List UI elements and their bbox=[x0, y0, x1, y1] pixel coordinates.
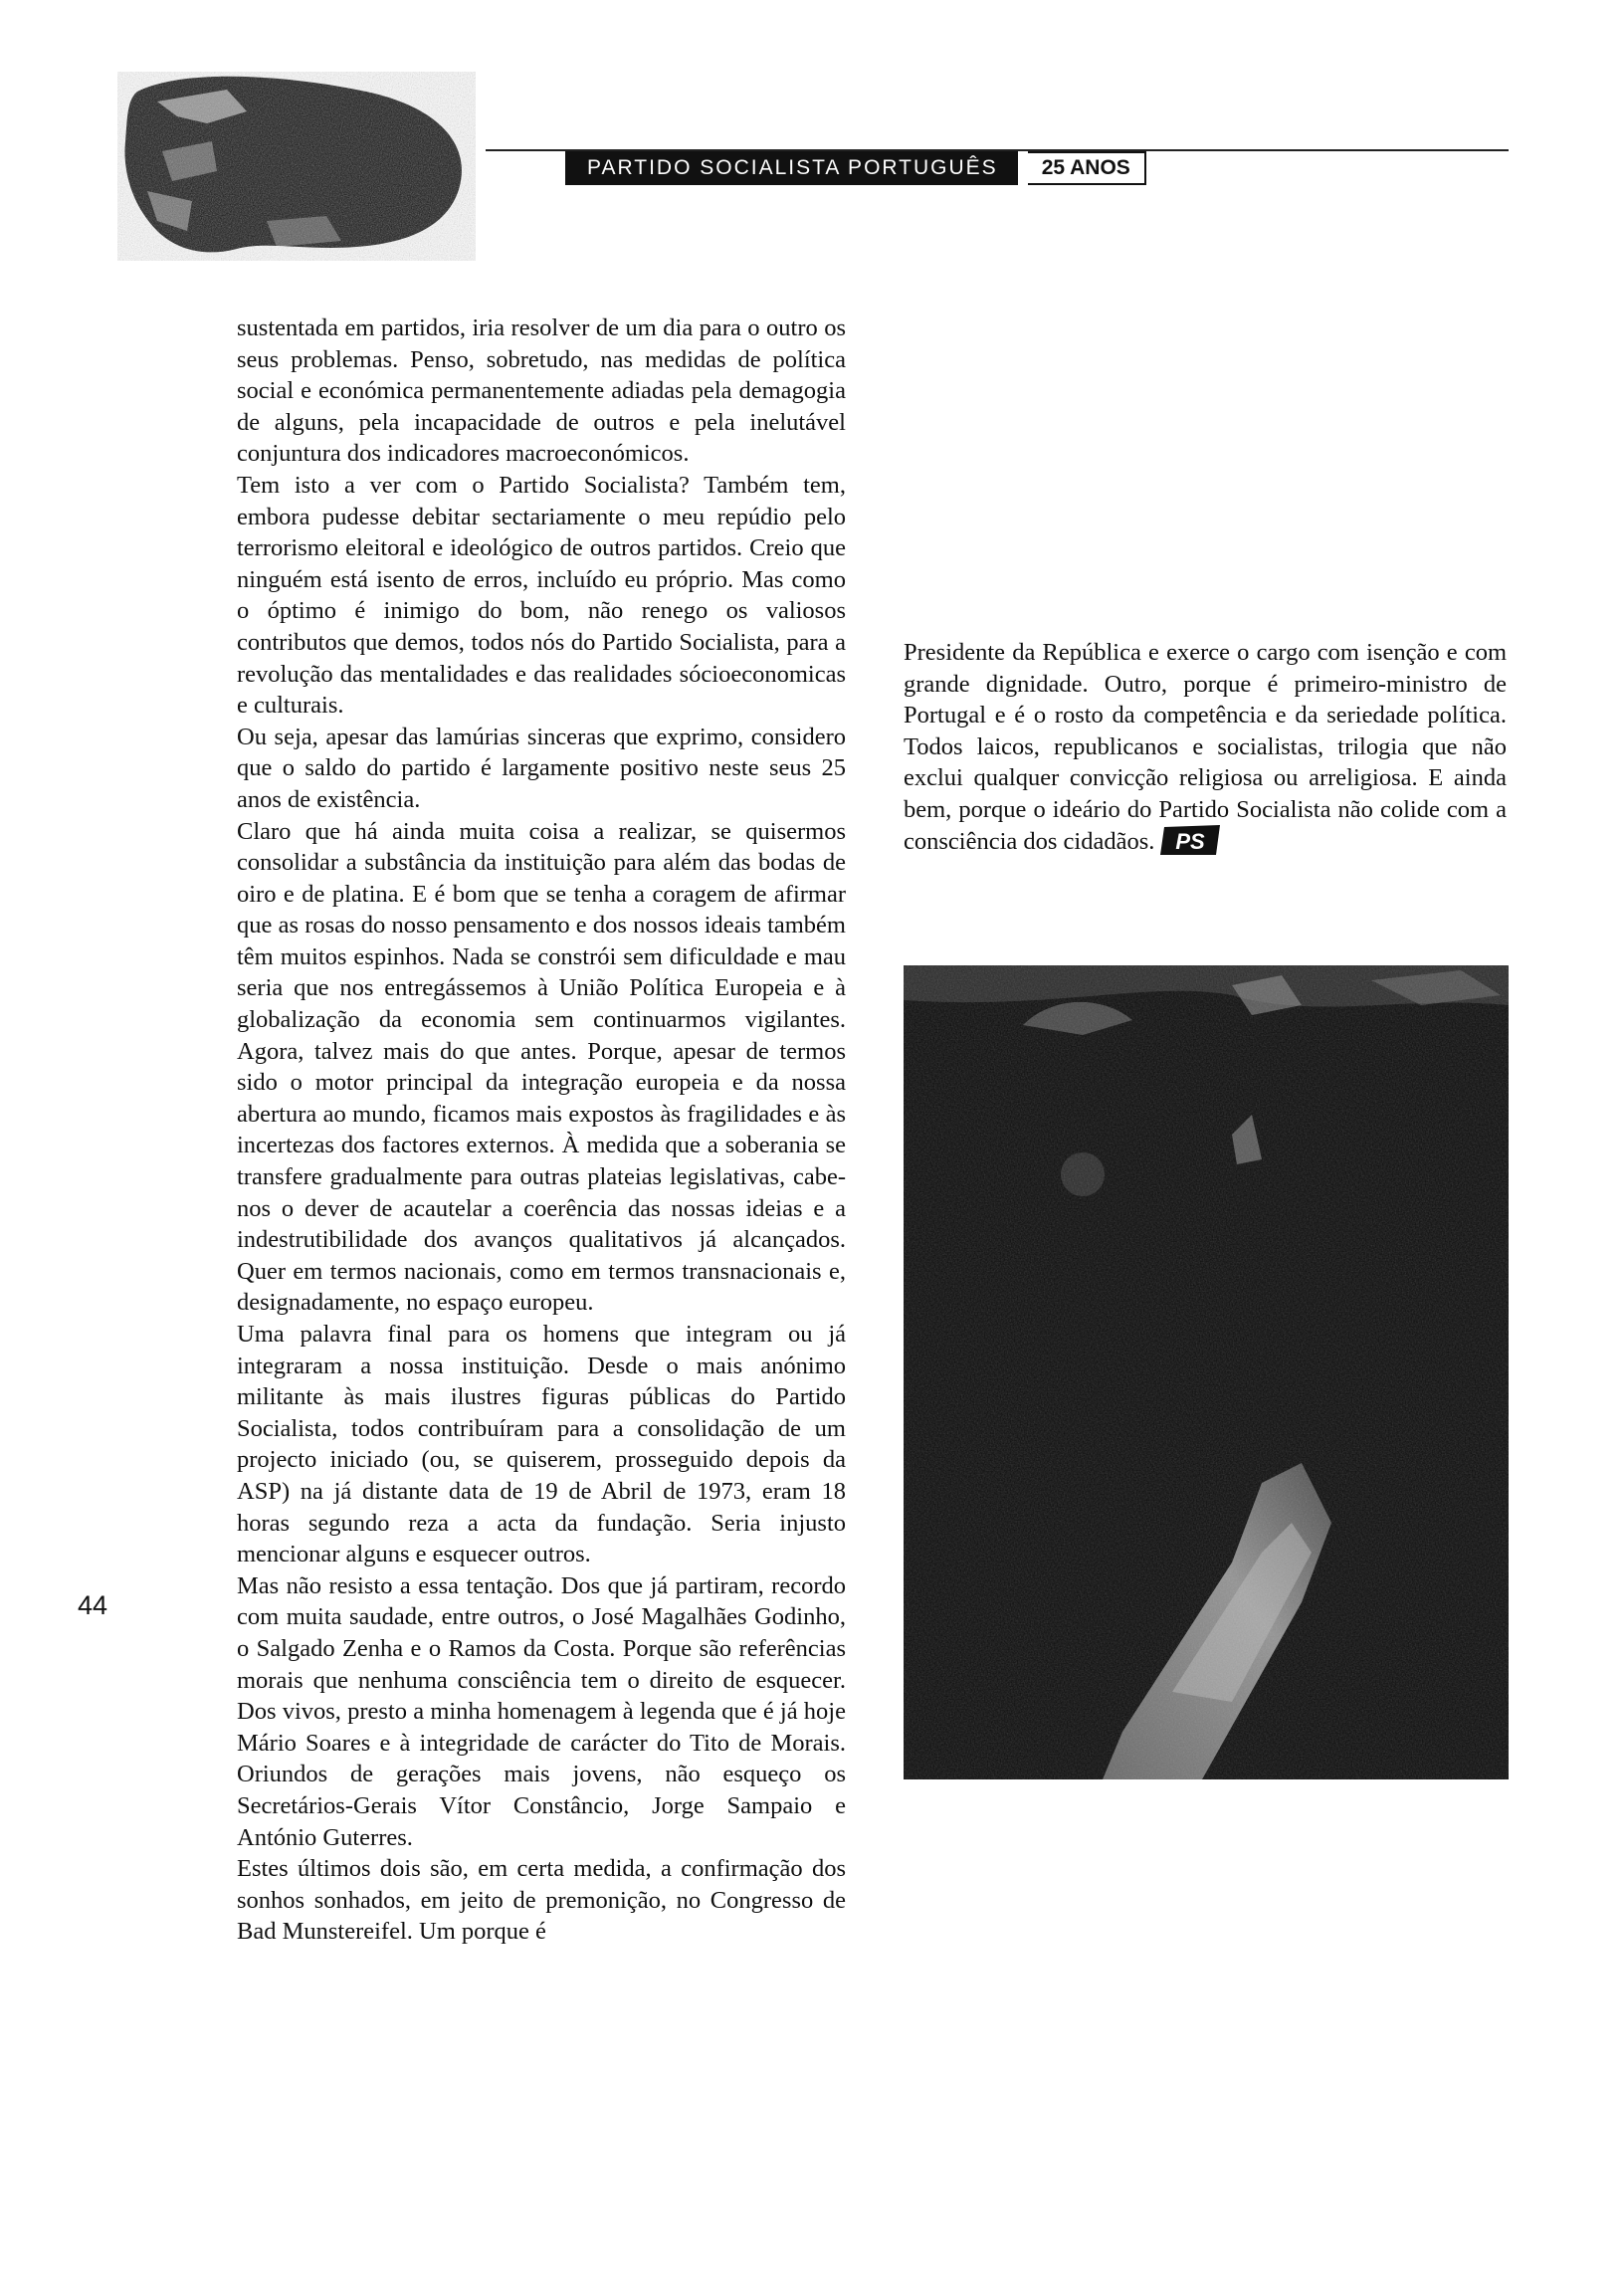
photo-dark-scene bbox=[904, 965, 1509, 1779]
ps-end-logo bbox=[1158, 823, 1222, 857]
article-column-right bbox=[904, 637, 1507, 860]
paragraph: Ou seja, apesar das lamúrias sinceras que exprimo, considero que o saldo do partido é largamente positivo neste seus 25 anos de existência. bbox=[237, 723, 846, 813]
page-number: 44 bbox=[78, 1590, 108, 1620]
article-column-left bbox=[237, 313, 846, 1948]
paragraph: Tem isto a ver com o Partido Socialista? Também tem, embora pudesse debitar sectariamente o meu repúdio pelo terrorismo eleitoral e ideológico de outros partidos. Creio que ninguém está isento de erros, incluído eu próprio. Mas como o óptimo é inimigo do bom, não renego os valiosos contributos que demos, todos nós do Partido Socialista, para a revolução das mentalidades e das realidades sócioeconomicas e culturais. bbox=[237, 471, 846, 720]
masthead-logo-blot bbox=[117, 72, 476, 261]
paragraph: Uma palavra final para os homens que integram ou já integraram a nossa instituição. Desde o mais anónimo militante às mais ilustres figuras públicas do Partido Socialista, todos contribuíram para a consolidação de um projecto iniciado (ou, se quiserem, prosseguido depois da ASP) na já distante data de 19 de Abril de 1973, eram 18 horas segundo reza a acta da fundação. Seria injusto mencionar alguns e esquecer outros. bbox=[237, 1321, 846, 1568]
paragraph: Estes últimos dois são, em certa medida, a confirmação dos sonhos sonhados, em jeito de premonição, no Congresso de Bad Munstereifel. Um porque é bbox=[237, 1855, 846, 1946]
paragraph: Mas não resisto a essa tentação. Dos que já partiram, recordo com muita saudade, entre outros, o José Magalhães Godinho, o Salgado Zenha e o Ramos da Costa. Porque são referências morais que nenhuma consciência tem o direito de esquecer. Dos vivos, presto a minha homenagem à legenda que é já hoje Mário Soares e à integridade de carácter do Tito de Morais. Oriundos de gerações mais jovens, não esqueço os Secretários-Gerais Vítor Constâncio, Jorge Sampaio e António Guterres. bbox=[237, 1571, 846, 1851]
ps-end-logo-text: PS bbox=[1175, 828, 1206, 854]
running-header bbox=[565, 151, 1146, 185]
header-party-label: PARTIDO SOCIALISTA PORTUGUÊS bbox=[565, 151, 1018, 185]
paragraph bbox=[904, 637, 1507, 860]
paragraph-text: Presidente da República e exerce o cargo com isenção e com grande dignidade. Outro, porque é primeiro-ministro de Portugal e é o rosto da competência e da seriedade política. Todos laicos, republicanos e socialistas, trilogia que não exclui qualquer convicção religiosa ou arreligiosa. E ainda bem, porque o ideário do Partido Socialista não colide com a consciência dos cidadãos. bbox=[904, 639, 1507, 855]
header-years-label: 25 ANOS bbox=[1028, 151, 1146, 185]
paragraph: Claro que há ainda muita coisa a realizar, se quisermos consolidar a substância da instituição para além das bodas de oiro e de platina. E é bom que se tenha a coragem de afirmar que as rosas do nosso pensamento e dos nossos ideais também têm muitos espinhos. Nada se constrói sem dificuldade e mau seria que nos entregássemos à União Política Europeia e à globalização da economia sem continuarmos vigilantes. Agora, talvez mais do que antes. Porque, apesar de termos sido o motor principal da integração europeia e da nossa abertura ao mundo, ficamos mais expostos às fragilidades e às incertezas dos factores externos. À medida que a soberania se transfere gradualmente para outras plateias legislativas, cabe-nos o dever de acautelar a coerência das nossas ideias e a indestrutibilidade dos avanços qualitativos já alcançados. Quer em termos nacionais, como em termos transnacionais e, designadamente, no espaço europeu. bbox=[237, 817, 846, 1317]
paragraph: sustentada em partidos, iria resolver de um dia para o outro os seus problemas. Penso, sobretudo, nas medidas de política social e económica permanentemente adiadas pela demagogia de alguns, pela incapacidade de outros e pela inelutável conjuntura dos indicadores macroeconómicos. bbox=[237, 314, 846, 468]
